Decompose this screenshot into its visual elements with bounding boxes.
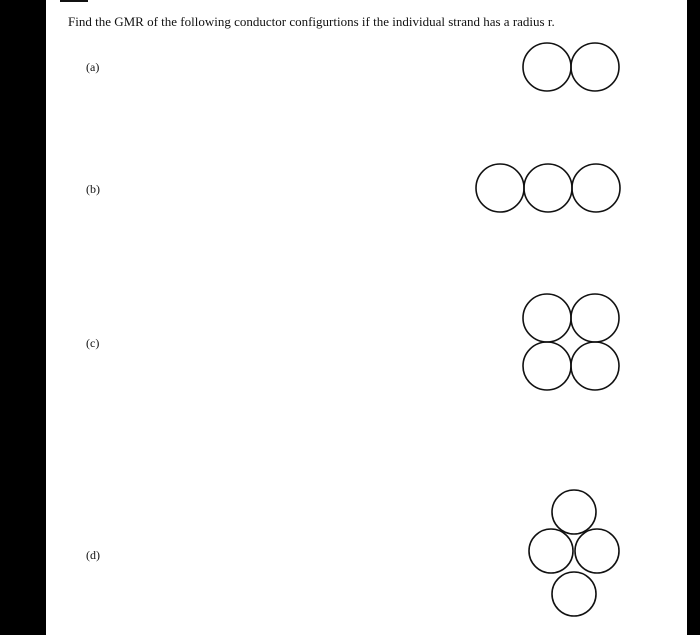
strand-circle	[523, 342, 571, 390]
config-label-c: (c)	[86, 336, 100, 350]
strand-circle	[476, 164, 524, 212]
figure-b-three-strands	[476, 164, 620, 212]
strand-circle	[571, 43, 619, 91]
strand-circle	[552, 572, 596, 616]
config-label-a: (a)	[86, 60, 100, 74]
config-label-b: (b)	[86, 182, 100, 196]
strand-circle	[529, 529, 573, 573]
config-label-d: (d)	[86, 548, 100, 562]
strand-circle	[571, 294, 619, 342]
strand-circle	[575, 529, 619, 573]
figure-d-four-strands-diamond	[529, 490, 619, 616]
strand-circle	[523, 294, 571, 342]
figure-c-four-strands-square	[523, 294, 619, 390]
strand-circle	[572, 164, 620, 212]
strand-circle	[571, 342, 619, 390]
strand-circle	[524, 164, 572, 212]
strand-circle	[552, 490, 596, 534]
strand-circle	[523, 43, 571, 91]
question-text: Find the GMR of the following conductor configurtions if the individual strand has a radius r.	[68, 14, 555, 29]
figure-a-two-strands	[523, 43, 619, 91]
